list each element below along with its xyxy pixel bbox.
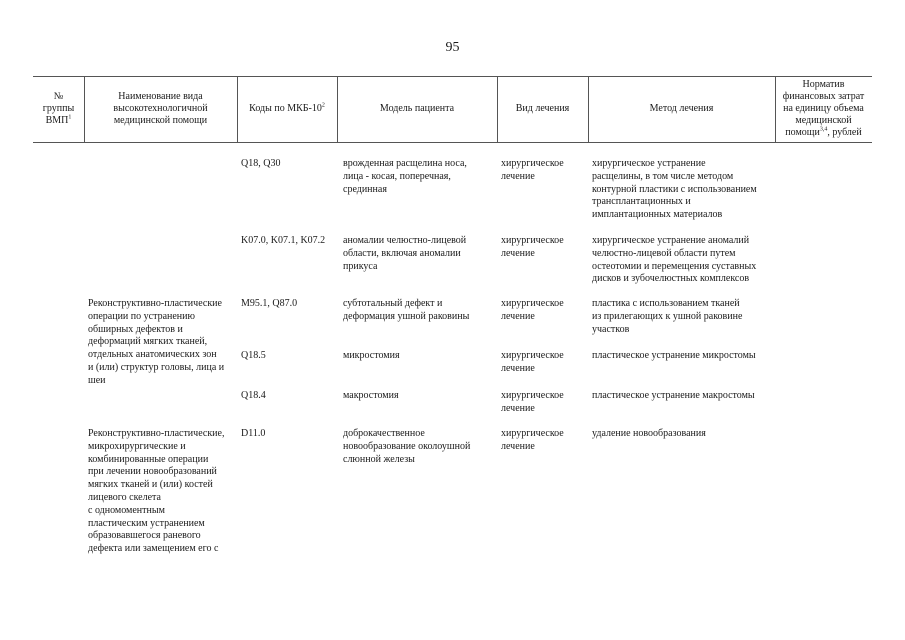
row-patient-model: врожденная расщелина носа, лица - косая, поперечная, срединная (343, 158, 467, 195)
row-care-type-name: Реконструктивно-пластические, микрохирургические и комбинированные операции при лечении новообразований мягких тканей и (или) костей лицевого скелета с одномоментным пластическим устранением образовавшегося раневого дефекта или замещением его с (88, 428, 225, 555)
row-treatment-type: хирургическое лечение (501, 390, 564, 414)
row-treatment-type: хирургическое лечение (501, 235, 564, 259)
row-patient-model: аномалии челюстно-лицевой области, включая аномалии прикуса (343, 235, 467, 272)
header-care-type-name: Наименование вида высокотехнологичной медицинской помощи (113, 91, 208, 126)
row-icd-code: Q18, Q30 (241, 158, 281, 169)
row-treatment-type: хирургическое лечение (501, 158, 564, 182)
header-group-number: № группы ВМП$^1$ (42, 91, 75, 126)
header-bottom-border (33, 142, 872, 143)
page-number: 95 (445, 40, 460, 55)
header-patient-model: Модель пациента (379, 103, 455, 114)
row-icd-code: K07.0, K07.1, K07.2 (241, 235, 326, 246)
row-icd-code: Q18.4 (241, 390, 266, 401)
header-treatment-type: Вид лечения (515, 103, 570, 114)
row-patient-model: макростомия (343, 390, 399, 401)
row-icd-code: D11.0 (241, 428, 266, 439)
row-patient-model: субтотальный дефект и деформация ушной раковины (343, 298, 470, 322)
row-treatment-type: хирургическое лечение (501, 298, 564, 322)
row-icd-code: Q18.5 (241, 350, 266, 361)
header-treatment-method: Метод лечения (649, 103, 714, 114)
row-treatment-method: хирургическое устранение аномалий челюстно-лицевой области путем остеотомии и перемещения суставных дисков и зубочелюстных комплексов (592, 235, 757, 285)
row-patient-model: доброкачественное новообразование околоушной слюнной железы (343, 428, 471, 465)
row-treatment-method: удаление новообразования (592, 428, 706, 439)
row-treatment-method: пластика с использованием тканей из прилегающих к ушной раковине участков (592, 298, 743, 335)
row-treatment-method: пластическое устранение микростомы (592, 350, 756, 361)
row-treatment-method: хирургическое устранение расщелины, в том числе методом контурной пластики с использованием трансплантационных и имплантационных материалов (592, 158, 757, 221)
row-care-type-name: Реконструктивно-пластические операции по устранению обширных дефектов и деформаций мягких тканей, отдельных анатомических зон и (или) структур головы, лица и шеи (88, 298, 225, 386)
row-treatment-method: пластическое устранение макростомы (592, 390, 755, 401)
row-icd-code: M95.1, Q87.0 (241, 298, 298, 309)
row-treatment-type: хирургическое лечение (501, 350, 564, 374)
header-icd-codes: Коды по МКБ-$10^2$ (249, 102, 325, 114)
row-patient-model: микростомия (343, 350, 400, 361)
header-financial-norm: Норматив финансовых затрат на единицу объема медицинской помощи$^{3,4}$, рублей (782, 79, 865, 138)
row-treatment-type: хирургическое лечение (501, 428, 564, 452)
